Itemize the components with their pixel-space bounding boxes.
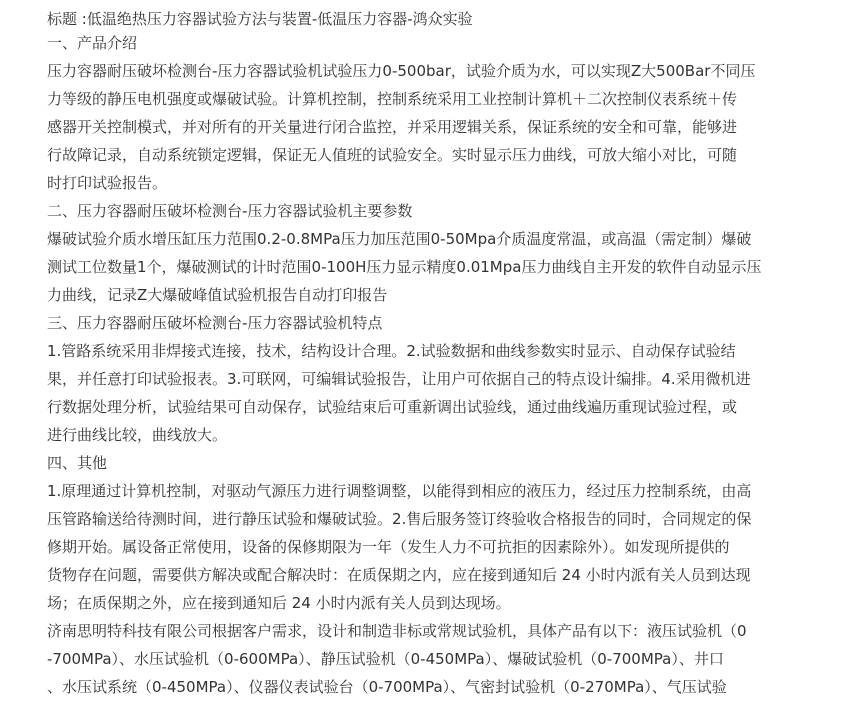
paragraph-line: 爆破试验介质水增压缸压力范围0.2-0.8MPa压力加压范围0-50Mpa介质温度常温，或高温（需定制）爆破 bbox=[47, 230, 752, 248]
paragraph-line: 力曲线，记录Z大爆破峰值试验机报告自动打印报告 bbox=[47, 286, 388, 304]
section-heading-other: 四、其他 bbox=[47, 454, 108, 472]
paragraph-line: -700MPa）、水压试验机（0-600MPa）、静压试验机（0-450MPa）、爆破试验机（0-700MPa）、井口 bbox=[47, 650, 724, 668]
paragraph-line: 进行曲线比较，曲线放大。 bbox=[47, 426, 228, 444]
paragraph-line: 货物存在问题，需要供方解决或配合解决时：在质保期之内，应在接到通知后 24 小时内派有关人员到达现 bbox=[47, 566, 751, 584]
article-title: 标题 :低温绝热压力容器试验方法与装置-低温压力容器-鸿众实验 bbox=[47, 10, 473, 28]
section-body-features bbox=[47, 337, 807, 449]
paragraph-line: 果，并任意打印试验报表。3.可联网，可编辑试验报告，让用户可依据自己的特点设计编排。4.采用微机进 bbox=[47, 370, 751, 388]
paragraph-line: 修期开始。属设备正常使用，设备的保修期限为一年（发生人力不可抗拒的因素除外）。如发现所提供的 bbox=[47, 538, 730, 556]
paragraph-line: 压管路输送给待测时间，进行静压试验和爆破试验。2.售后服务签订终验收合格报告的同时，合同规定的保 bbox=[47, 510, 752, 528]
paragraph-line: 场；在质保期之外，应在接到通知后 24 小时内派有关人员到达现场。 bbox=[47, 594, 511, 612]
paragraph-line: 力等级的静压电机强度或爆破试验。计算机控制，控制系统采用工业控制计算机＋二次控制仪表系统＋传 bbox=[47, 90, 738, 108]
paragraph-line: 压力容器耐压破坏检测台-压力容器试验机试验压力0-500bar，试验介质为水，可以实现Z大500Bar不同压 bbox=[47, 62, 756, 80]
section-heading-features: 三、压力容器耐压破坏检测台-压力容器试验机特点 bbox=[47, 314, 383, 332]
paragraph-line: 时打印试验报告。 bbox=[47, 174, 168, 192]
paragraph-line: 测试工位数量1个，爆破测试的计时范围0-100H压力显示精度0.01Mpa压力曲线自主开发的软件自动显示压 bbox=[47, 258, 762, 276]
paragraph-line: 感器开关控制模式，并对所有的开关量进行闭合监控，并采用逻辑关系，保证系统的安全和可靠，能够进 bbox=[47, 118, 738, 136]
section-body-other bbox=[47, 477, 807, 701]
paragraph-line: 济南思明特科技有限公司根据客户需求，设计和制造非标或常规试验机，具体产品有以下：液压试验机（0 bbox=[47, 622, 747, 640]
section-body-parameters bbox=[47, 225, 807, 309]
section-heading-intro: 一、产品介绍 bbox=[47, 34, 138, 52]
paragraph-line: 行故障记录，自动系统锁定逻辑，保证无人值班的试验安全。实时显示压力曲线，可放大缩小对比，可随 bbox=[47, 146, 738, 164]
section-heading-parameters: 二、压力容器耐压破坏检测台-压力容器试验机主要参数 bbox=[47, 202, 413, 220]
paragraph-line: 1.原理通过计算机控制，对驱动气源压力进行调整调整，以能得到相应的液压力，经过压力控制系统，由高 bbox=[47, 482, 752, 500]
section-body-intro bbox=[47, 57, 807, 197]
paragraph-line: 1.管路系统采用非焊接式连接，技术，结构设计合理。2.试验数据和曲线参数实时显示、自动保存试验结 bbox=[47, 342, 736, 360]
article-content bbox=[47, 0, 807, 701]
paragraph-line: 行数据处理分析，试验结果可自动保存，试验结束后可重新调出试验线，通过曲线遍历重现试验过程，或 bbox=[47, 398, 738, 416]
paragraph-line: 、水压试系统（0-450MPa）、仪器仪表试验台（0-700MPa）、气密封试验机（0-270MPa）、气压试验 bbox=[47, 678, 727, 696]
